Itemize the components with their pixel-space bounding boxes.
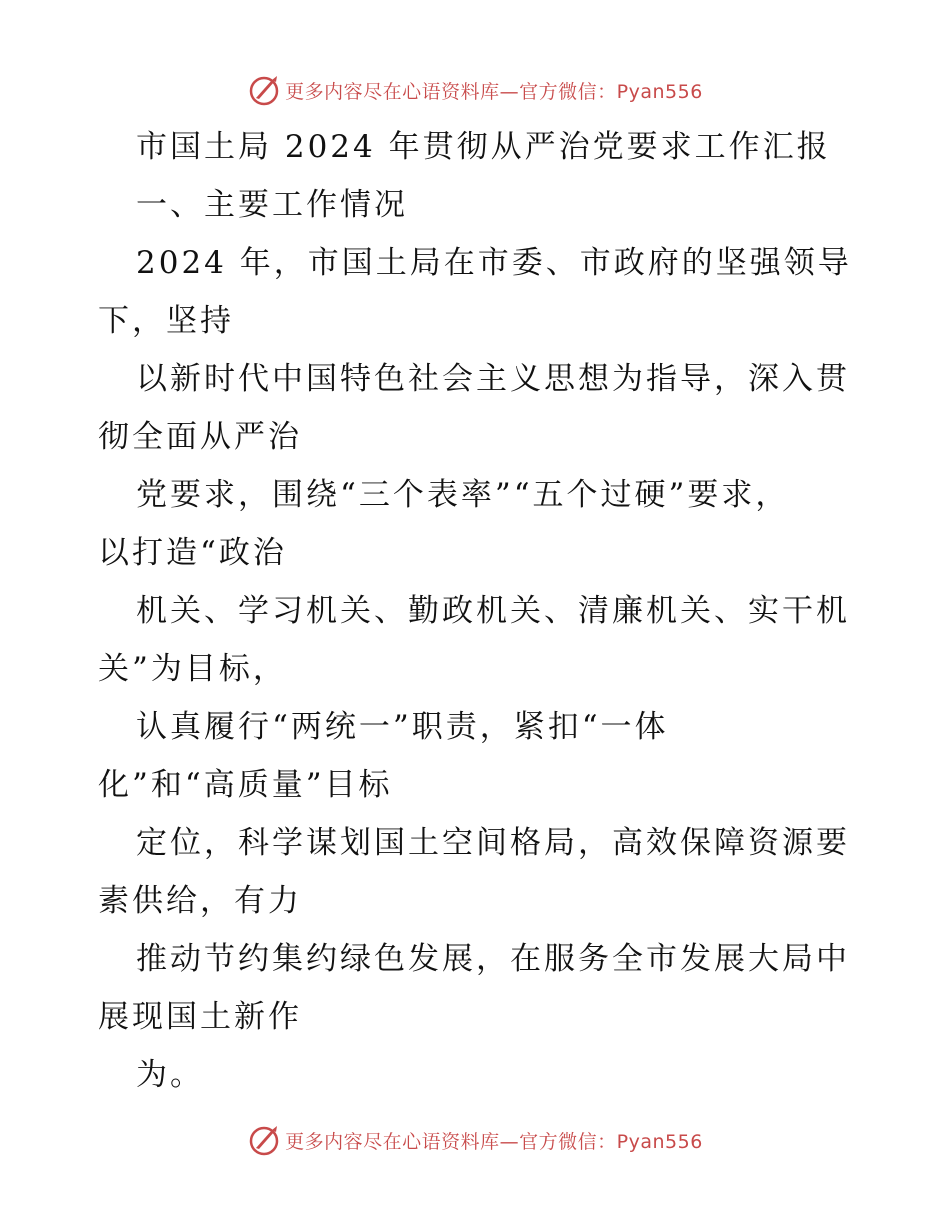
quill-logo-icon [247,1123,281,1157]
text-line: 化”和“高质量”目标 [98,767,393,803]
text-line: 定位，科学谋划国土空间格局，高效保障资源要 [136,825,850,861]
text-line: 2024 年，市国土局在市委、市政府的坚强领导 [136,245,852,281]
quill-logo-icon [247,73,281,107]
text-line: 机关、学习机关、勤政机关、清廉机关、实干机 [136,593,850,629]
document-body [98,118,858,1104]
watermark-text: 更多内容尽在心语资料库—官方微信：Pyan556 [285,80,703,103]
text-line: 素供给，有力 [98,883,302,919]
footer-watermark [0,1120,950,1160]
text-line: 市国土局 2024 年贯彻从严治党要求工作汇报 [136,129,831,165]
text-line: 党要求，围绕“三个表率”“五个过硬”要求， [136,477,790,513]
text-line: 彻全面从严治 [98,419,302,455]
text-line: 展现国土新作 [98,999,302,1035]
text-line: 下，坚持 [98,303,234,339]
watermark-text: 更多内容尽在心语资料库—官方微信：Pyan556 [285,1130,703,1153]
text-line: 为。 [136,1057,204,1093]
header-watermark [0,70,950,110]
text-line: 推动节约集约绿色发展，在服务全市发展大局中 [136,941,850,977]
text-line: 以新时代中国特色社会主义思想为指导，深入贯 [136,361,850,397]
text-line: 关”为目标， [98,651,287,687]
text-line: 以打造“政治 [98,535,287,571]
text-line: 一、主要工作情况 [136,187,408,223]
text-line: 认真履行“两统一”职责，紧扣“一体 [136,709,669,745]
